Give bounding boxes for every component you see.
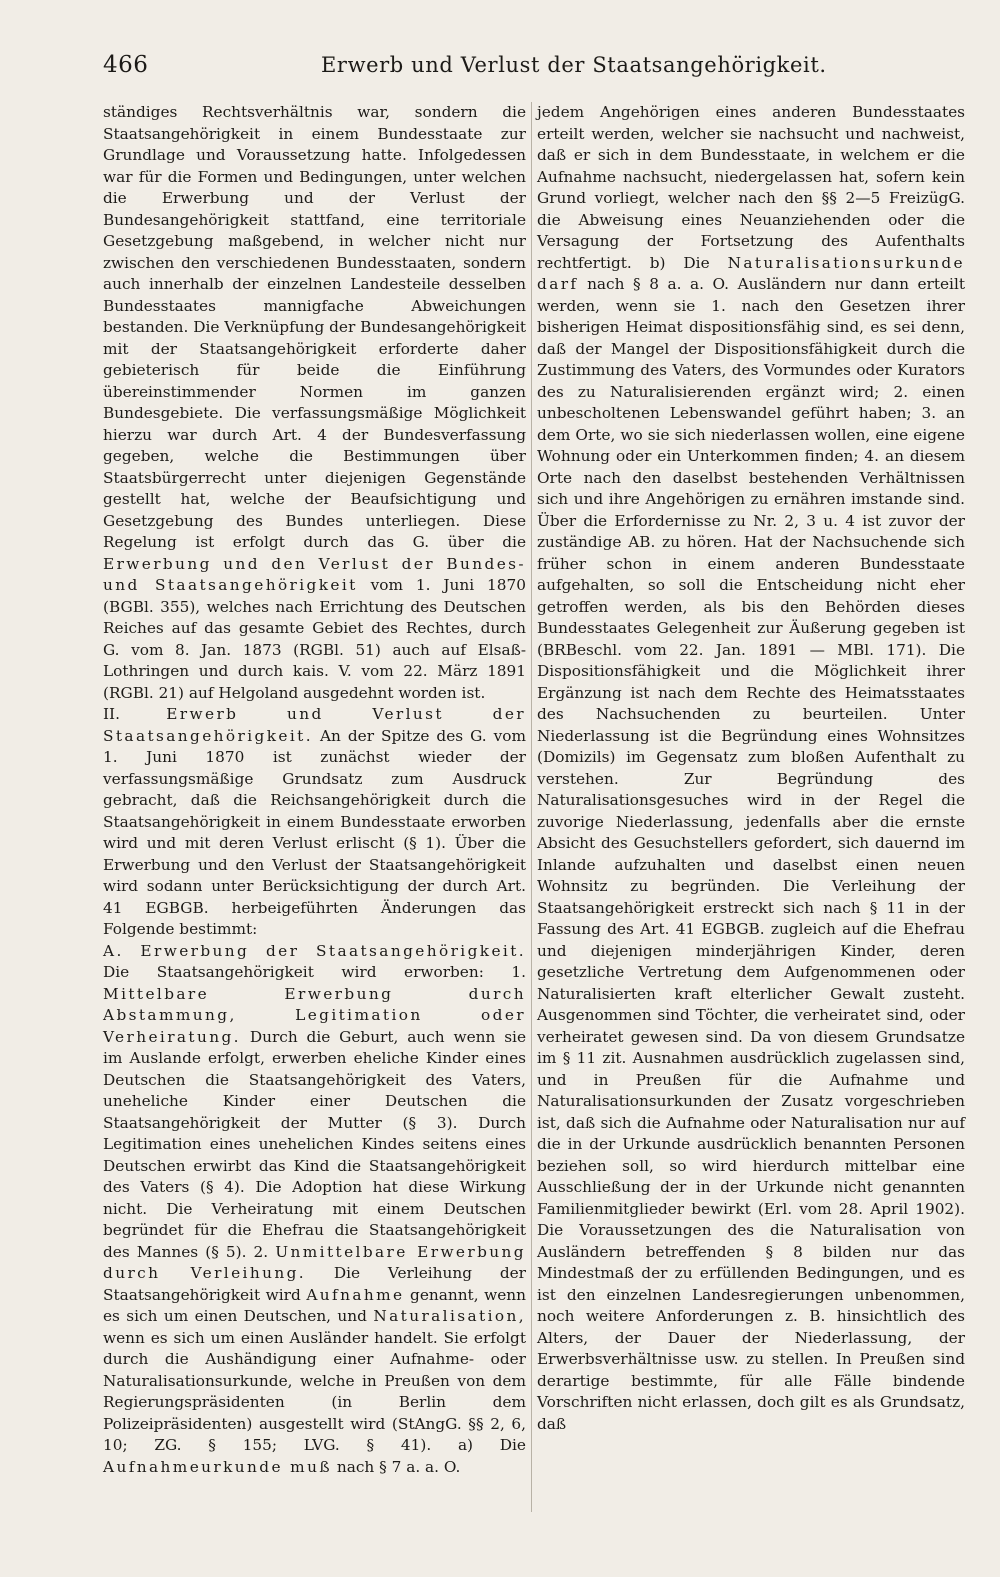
spaced-text: Aufnahme — [306, 1285, 405, 1304]
running-header — [103, 52, 973, 92]
body-text: Durch die Geburt, auch wenn sie im Auslande erfolgt, erwerben eheliche Kinder eines Deutschen die Staatsangehörigkeit des Vaters, uneheliche Kinder einer Deutschen die Staatsangehörigkeit der Mutter (§ 3). Durch Legitimation eines unehelichen Kindes seitens eines Deutschen erwirbt das Kind die Staatsangehörigkeit des Vaters (§ 4). Die Adoption hat diese Wirkung nicht. Die Verheiratung mit einem Deutschen begründet für die Ehefrau die Staatsangehörigkeit des Mannes (§ 5). 2. — [103, 1027, 526, 1261]
spaced-text: Naturalisationsurkunde darf — [537, 253, 965, 293]
running-title: Erwerb und Verlust der Staatsangehörigkeit. — [321, 53, 827, 77]
spaced-text: Mittelbare Erwerbung durch Abstammung, Legitimation oder Verheiratung. — [103, 984, 526, 1046]
right-column — [537, 102, 965, 1435]
left-column — [103, 102, 526, 1478]
section-heading: Erwerb und Verlust der Staatsangehörigkeit. — [103, 705, 526, 745]
section-number: II. — [103, 705, 120, 723]
spaced-text: Unmittelbare Erwerbung durch Verleihung. — [103, 1242, 526, 1282]
body-text: wenn es sich um einen Ausländer handelt. Sie erfolgt durch die Aushändigung einer Aufnahme- oder Naturalisationsurkunde, welche in Preußen von dem Regierungspräsidenten (in Berlin dem Polizeipräsidenten) ausgestellt wird (StAngG. §§ 2, 6, 10; ZG. § 155; LVG. § 41). a) Die — [103, 1328, 526, 1454]
spaced-text: Naturalisation, — [373, 1307, 526, 1325]
body-text: genannt, wenn es sich um einen Deutschen, und — [103, 1285, 526, 1325]
body-text: jedem Angehörigen eines anderen Bundesstaates erteilt werden, welcher sie nachsucht und nachweist, daß er sich in dem Bundesstaate, in welchem er die Aufnahme nachsucht, niedergelassen hat, sofern kein Grund vorliegt, welcher nach den §§ 2—5 FreizügG. die Abweisung eines Neuanziehenden oder die Versagung der Fortsetzung des Aufenthalts rechtfertigt. b) Die — [537, 103, 965, 272]
paragraph — [537, 102, 965, 1435]
body-text: nach § 8 a. a. O. Ausländern nur dann erteilt werden, wenn sie 1. nach den Gesetzen ihrer bisherigen Heimat dispositionsfähig sind, es sei denn, daß der Mangel der Dispositionsfähigkeit durch die Zustimmung des Vaters, des Vormundes oder Kurators des zu Naturalisierenden ergänzt wird; 2. einen unbescholtenen Lebenswandel geführt haben; 3. an dem Orte, wo sie sich niederlassen wollen, eine eigene Wohnung oder ein Unterkommen finden; 4. an diesem Orte nach den daselbst bestehenden Verhältnissen sich und ihre Angehörigen zu ernähren imstande sind. Über die Erfordernisse zu Nr. 2, 3 u. 4 ist zuvor der zuständige AB. zu hören. Hat der Nachsuchende sich früher schon in einem anderen Bundesstaate aufgehalten, so soll die Entscheidung nicht eher getroffen werden, als bis den Behörden dieses Bundesstaates Gelegenheit zur Äußerung gegeben ist (BRBeschl. vom 22. Jan. 1891 — MBl. 171). Die Dispositionsfähigkeit und die Möglichkeit ihrer Ergänzung ist nach dem Rechte des Heimatsstaates des Nachsuchenden zu beurteilen. Unter Niederlassung ist die Begründung eines Wohnsitzes (Domizils) im Gegensatz zum bloßen Aufenthalt zu verstehen. Zur Begründung des Naturalisationsgesuches wird in der Regel die zuvorige Niederlassung, jedenfalls aber die ernste Absicht des Gesuchstellers gefordert, sich dauernd im Inlande aufzuhalten und daselbst einen neuen Wohnsitz zu begründen. Die Verleihung der Staatsangehörigkeit erstreckt sich nach § 11 in der Fassung des Art. 41 EGBGB. zugleich auf die Ehefrau und diejenigen minderjährigen Kinder, deren gesetzliche Vertretung dem Aufgenommenen oder Naturalisierten kraft elterlicher Gewalt zusteht. Ausgenommen sind Töchter, die verheiratet sind, oder verheiratet gewesen sind. Da von diesem Grundsatze im § 11 zit. Ausnahmen ausdrücklich zugelassen sind, und in Preußen für die Aufnahme und Naturalisationsurkunden der Zusatz vorgeschrieben ist, daß sich die Aufnahme oder Naturalisation nur auf die in der Urkunde ausdrücklich benannten Personen beziehen soll, so wird hierdurch mittelbar eine Ausschließung der in der Urkunde nicht genannten Familienmitglieder bewirkt (Erl. vom 28. April 1902). Die Voraussetzungen des die Naturalisation von Ausländern betreffenden § 8 bilden nur das Mindestmaß der zu erfüllenden Bedingungen, und es ist den einzelnen Landesregierungen unbenommen, noch weitere Anforderungen z. B. hinsichtlich des Alters, der Dauer der Niederlassung, der Erwerbsverhältnisse usw. zu stellen. In Preußen sind derartige bestimmte, für alle Fälle bindende Vorschriften nicht erlassen, doch gilt es als Grundsatz, daß — [537, 275, 965, 1433]
body-text: Die Verleihung der Staatsangehörigkeit wird — [103, 1264, 526, 1304]
page-number: 466 — [103, 52, 149, 78]
spaced-text: Aufnahmeurkunde muß — [103, 1457, 332, 1476]
column-divider — [531, 102, 532, 1512]
body-text: vom 1. Juni 1870 (BGBl. 355), welches nach Errichtung des Deutschen Reiches auf das gesamte Gebiet des Rechtes, durch G. vom 8. Jan. 1873 (RGBl. 51) auch auf Elsaß-Lothringen und durch kais. V. vom 22. März 1891 (RGBl. 21) auf Helgoland ausgedehnt worden ist. — [103, 576, 526, 702]
body-text: Die Staatsangehörigkeit wird erworben: 1. — [103, 963, 526, 981]
subsection-heading: A. Erwerbung der Staatsangehörigkeit. — [103, 941, 526, 960]
body-text: ständiges Rechtsverhältnis war, sondern die Staatsangehörigkeit in einem Bundesstaate zur Grundlage und Voraussetzung hatte. Infolgedessen war für die Formen und Bedingungen, unter welchen die Erwerbung und der Verlust der Bundesangehörigkeit stattfand, eine territoriale Gesetzgebung maßgebend, in welcher nicht nur zwischen den verschiedenen Bundesstaaten, sondern auch innerhalb der einzelnen Landesteile desselben Bundesstaates mannigfache Abweichungen bestanden. Die Verknüpfung der Bundesangehörigkeit mit der Staatsangehörigkeit erforderte daher gebieterisch für beide die Einführung übereinstimmender Normen im ganzen Bundesgebiete. Die verfassungsmäßige Möglichkeit hierzu war durch Art. 4 der Bundesverfassung gegeben, welche die Bestimmungen über Staatsbürgerrecht unter diejenigen Gegenstände gestellt hat, welche der Beaufsichtigung und Gesetzgebung des Bundes unterliegen. Diese Regelung ist erfolgt durch das G. über die — [103, 103, 526, 551]
paragraph — [103, 102, 526, 704]
body-text: An der Spitze des G. vom 1. Juni 1870 ist zunächst wieder der verfassungsmäßige Grundsatz zum Ausdruck gebracht, daß die Reichsangehörigkeit durch die Staatsangehörigkeit in einem Bundesstaate erworben wird und mit deren Verlust erlischt (§ 1). Über die Erwerbung und den Verlust der Staatsangehörigkeit wird sodann unter Berücksichtigung der durch Art. 41 EGBGB. herbeigeführten Änderungen das Folgende bestimmt: — [103, 726, 526, 938]
body-text: nach § 7 a. a. O. — [336, 1457, 461, 1476]
spaced-text: Erwerbung und den Verlust der Bundes- und Staatsangehörigkeit — [103, 554, 526, 594]
paragraph — [103, 704, 526, 941]
paragraph — [103, 941, 526, 1479]
